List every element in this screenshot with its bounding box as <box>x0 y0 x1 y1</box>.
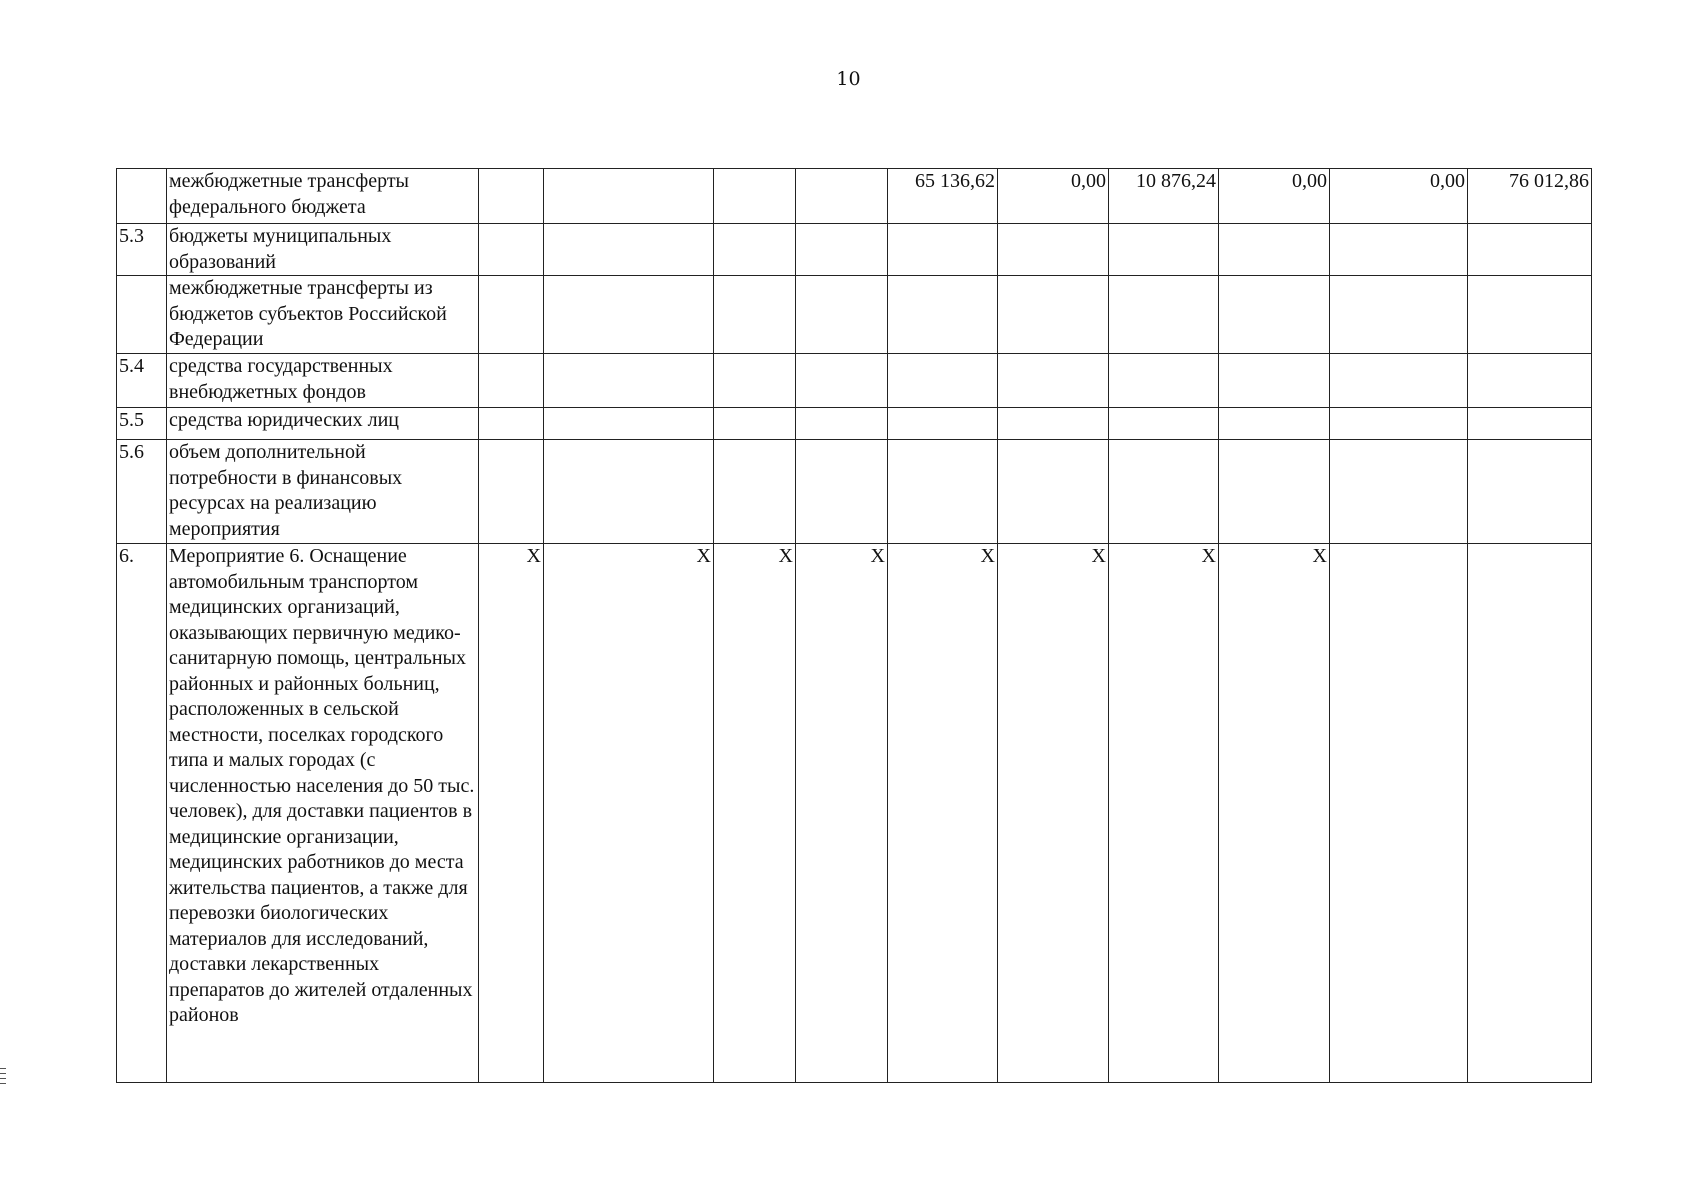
table-row <box>117 440 1592 544</box>
value-cell <box>796 169 888 224</box>
value-cell <box>544 440 714 544</box>
row-description-cell: объем дополнительной потребности в финансовых ресурсах на реализацию мероприятия <box>167 440 479 544</box>
value-cell: X <box>888 544 998 1083</box>
value-cell <box>1468 224 1592 276</box>
value-cell <box>479 354 544 408</box>
value-cell <box>1109 276 1219 354</box>
value-cell <box>714 276 796 354</box>
value-cell <box>1219 440 1330 544</box>
value-cell <box>1109 354 1219 408</box>
value-cell <box>888 224 998 276</box>
value-cell <box>1330 354 1468 408</box>
value-cell: X <box>1109 544 1219 1083</box>
scan-margin-marks <box>0 1068 6 1088</box>
row-number-cell <box>117 276 167 354</box>
table-row <box>117 408 1592 440</box>
row-description-cell: средства юридических лиц <box>167 408 479 440</box>
value-cell <box>796 276 888 354</box>
value-cell <box>714 440 796 544</box>
value-cell <box>1468 354 1592 408</box>
value-cell <box>714 354 796 408</box>
value-cell <box>998 440 1109 544</box>
table-row <box>117 354 1592 408</box>
value-cell <box>998 354 1109 408</box>
value-cell <box>1109 408 1219 440</box>
value-cell <box>1219 224 1330 276</box>
row-number-cell: 5.4 <box>117 354 167 408</box>
value-cell <box>544 224 714 276</box>
value-cell <box>479 276 544 354</box>
value-cell <box>998 408 1109 440</box>
value-cell <box>888 408 998 440</box>
value-cell <box>479 169 544 224</box>
row-number-cell: 5.6 <box>117 440 167 544</box>
value-cell <box>888 354 998 408</box>
value-cell: X <box>544 544 714 1083</box>
value-cell <box>1330 224 1468 276</box>
value-cell: 65 136,62 <box>888 169 998 224</box>
value-cell: X <box>796 544 888 1083</box>
value-cell <box>1330 408 1468 440</box>
row-description-cell: Мероприятие 6. Оснащение автомобильным транспортом медицинских организаций, оказывающих первичную медико-санитарную помощь, центральных районных и районных больниц, расположенных в сельской местности, поселках городского типа и малых городах (с численностью населения до 50 тыс. человек), для доставки пациентов в медицинские организации, медицинских работников до места жительства пациентов, а также для перевозки биологических материалов для исследований, доставки лекарственных препаратов до жителей отдаленных районов <box>167 544 479 1083</box>
value-cell: 0,00 <box>1330 169 1468 224</box>
row-number-cell: 5.3 <box>117 224 167 276</box>
row-description-cell: бюджеты муниципальных образований <box>167 224 479 276</box>
value-cell <box>998 276 1109 354</box>
value-cell <box>544 276 714 354</box>
value-cell <box>1219 408 1330 440</box>
value-cell <box>796 224 888 276</box>
value-cell: 76 012,86 <box>1468 169 1592 224</box>
table-body <box>117 169 1592 1083</box>
value-cell <box>479 440 544 544</box>
value-cell <box>1330 276 1468 354</box>
value-cell <box>1468 544 1592 1083</box>
value-cell <box>714 224 796 276</box>
value-cell <box>1468 408 1592 440</box>
value-cell <box>544 169 714 224</box>
table-row <box>117 169 1592 224</box>
value-cell <box>714 169 796 224</box>
table-row <box>117 224 1592 276</box>
value-cell <box>544 354 714 408</box>
value-cell <box>479 224 544 276</box>
value-cell <box>1219 354 1330 408</box>
value-cell: X <box>1219 544 1330 1083</box>
row-description-cell: средства государственных внебюджетных фондов <box>167 354 479 408</box>
value-cell: X <box>998 544 1109 1083</box>
value-cell: X <box>714 544 796 1083</box>
value-cell <box>1219 276 1330 354</box>
table-row <box>117 276 1592 354</box>
table-row <box>117 544 1592 1083</box>
value-cell: X <box>479 544 544 1083</box>
row-description-cell: межбюджетные трансферты из бюджетов субъектов Российской Федерации <box>167 276 479 354</box>
value-cell <box>1109 440 1219 544</box>
value-cell <box>544 408 714 440</box>
value-cell <box>998 224 1109 276</box>
value-cell: 10 876,24 <box>1109 169 1219 224</box>
value-cell <box>1468 276 1592 354</box>
row-number-cell <box>117 169 167 224</box>
value-cell <box>714 408 796 440</box>
value-cell <box>1330 544 1468 1083</box>
row-number-cell: 6. <box>117 544 167 1083</box>
value-cell <box>796 408 888 440</box>
value-cell <box>796 440 888 544</box>
page-number: 10 <box>836 68 861 90</box>
value-cell <box>1468 440 1592 544</box>
value-cell <box>888 276 998 354</box>
budget-table <box>116 168 1592 1083</box>
value-cell <box>796 354 888 408</box>
value-cell: 0,00 <box>998 169 1109 224</box>
value-cell <box>1330 440 1468 544</box>
row-description-cell: межбюджетные трансферты федерального бюджета <box>167 169 479 224</box>
value-cell <box>888 440 998 544</box>
row-number-cell: 5.5 <box>117 408 167 440</box>
value-cell <box>479 408 544 440</box>
value-cell <box>1109 224 1219 276</box>
value-cell: 0,00 <box>1219 169 1330 224</box>
